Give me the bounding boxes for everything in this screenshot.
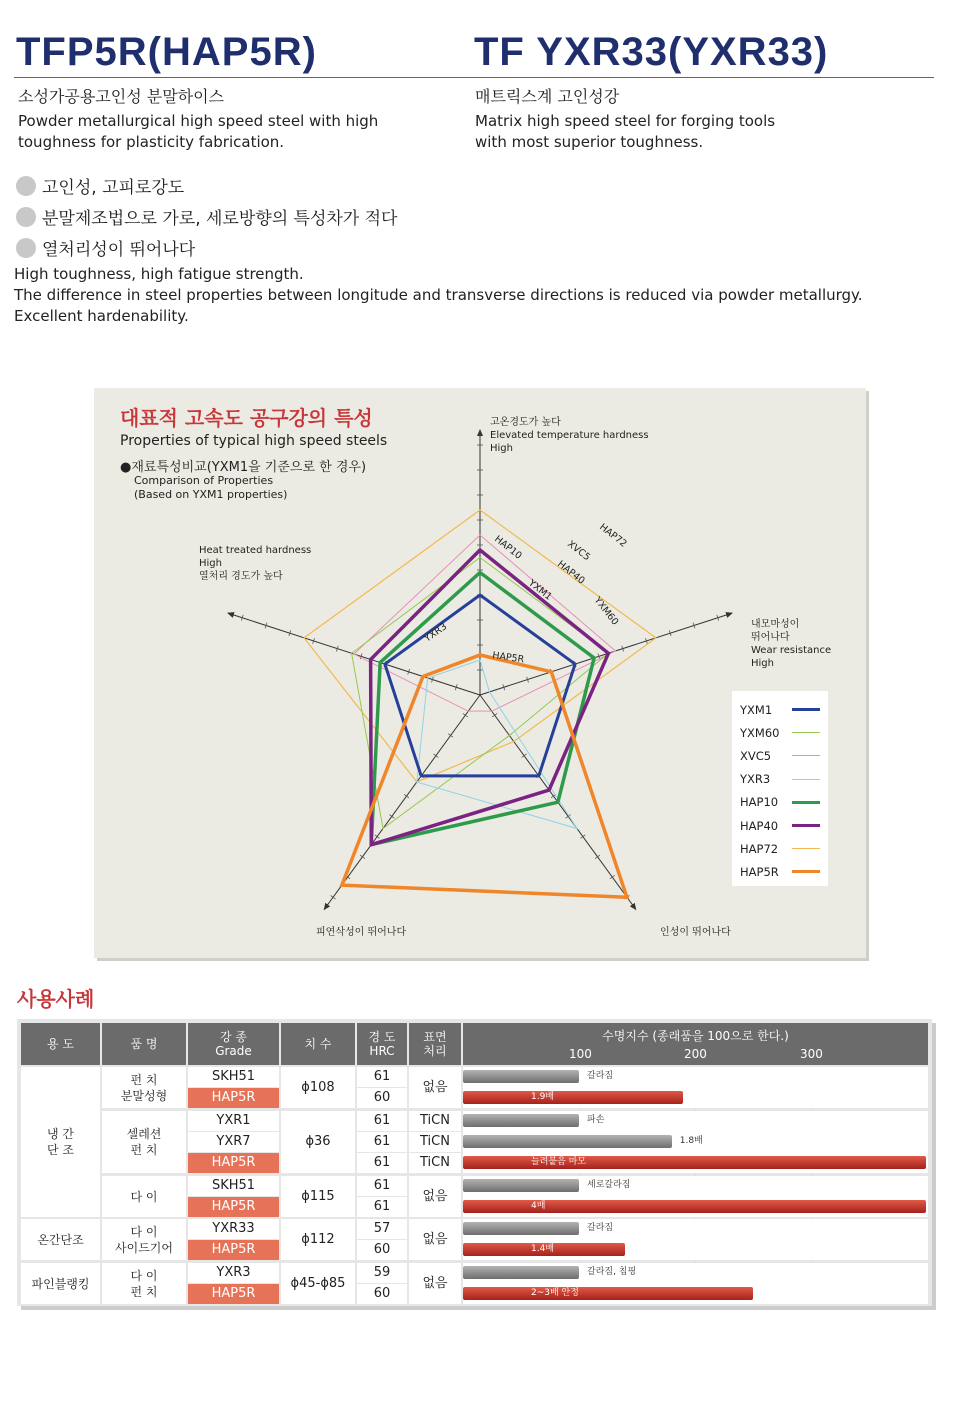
life-bar-note: 갈라짐, 칩핑	[587, 1267, 637, 1277]
cell-line: 분말성형	[120, 1088, 168, 1103]
feature-text: 분말제조법으로 가로, 세로방향의 특성차가 적다	[42, 209, 398, 229]
axis-label-toughness: 인성이 뛰어나다	[660, 927, 731, 938]
header-hardness-ko: 경 도	[368, 1030, 396, 1044]
hrc-value: 57	[357, 1219, 407, 1239]
grade-hap5r: HAP5R	[188, 1153, 279, 1173]
legend-label: HAP10	[740, 795, 779, 810]
header-grade	[188, 1023, 279, 1065]
legend-item	[740, 698, 828, 721]
comparison-line: Comparison of Properties	[134, 474, 274, 487]
right-subtitle-ko: 매트릭스계 고인성강	[475, 87, 620, 106]
feature-text: 열처리성이 뛰어나다	[42, 240, 196, 260]
grade-value: YXR3	[188, 1263, 279, 1283]
axis-label-wear-resistance	[751, 618, 831, 670]
cell-line: 다 이	[130, 1189, 158, 1204]
legend-swatch	[792, 801, 820, 804]
surface-value: 없음	[409, 1176, 461, 1217]
product-name	[102, 1263, 186, 1304]
header-surface-line: 처리	[423, 1044, 447, 1058]
cell-line: 다 이	[130, 1268, 158, 1283]
life-bar-note: 4배	[531, 1201, 546, 1211]
feature-bullet	[16, 201, 397, 232]
radar-axis-tick	[360, 855, 365, 859]
cell-line: 냉 간	[47, 1127, 74, 1141]
legend-label: YXM60	[740, 725, 780, 740]
hrc-value: 60	[357, 1284, 407, 1304]
cell-line: 펀 치	[130, 1143, 158, 1157]
header-product: 품 명	[102, 1023, 186, 1065]
surface-value: TiCN	[409, 1111, 461, 1131]
left-description-en	[18, 111, 378, 153]
bullet-dot-icon	[16, 238, 36, 258]
legend-label: HAP5R	[740, 864, 779, 879]
life-bar-note: 1.8배	[679, 1136, 703, 1146]
hrc-value: 61	[357, 1176, 407, 1196]
life-bar-conventional	[463, 1266, 579, 1279]
radar-axis-tick	[595, 855, 600, 859]
radar-series-label: YXR3	[422, 621, 450, 645]
grade-hap5r: HAP5R	[188, 1284, 279, 1304]
axis-label-line: High	[490, 443, 513, 454]
radar-series-label: YXM1	[526, 577, 554, 603]
header-hardness	[357, 1023, 407, 1065]
header-hardness-en: HRC	[369, 1044, 395, 1058]
grade-value: SKH51	[188, 1176, 279, 1196]
radar-axis-tick	[463, 713, 468, 717]
legend-item	[740, 837, 828, 860]
axis-label-line: High	[199, 558, 222, 569]
left-description-line: Powder metallurgical high speed steel with high	[18, 112, 379, 130]
cell-line: 펀 치	[130, 1072, 158, 1087]
left-subtitle-ko: 소성가공용고인성 분말하이스	[18, 87, 225, 106]
grade-value: YXR33	[188, 1219, 279, 1239]
feature-en-line: High toughness, high fatigue strength.	[14, 265, 304, 283]
legend-swatch	[792, 824, 820, 827]
legend-item	[740, 791, 828, 814]
cell-line: 단 조	[47, 1143, 74, 1157]
chart-title-ko: 대표적 고속도 공구강의 특성	[120, 406, 373, 430]
legend-item	[740, 721, 828, 744]
right-description-line: Matrix high speed steel for forging tools	[475, 112, 776, 130]
size-value: ϕ36	[281, 1111, 355, 1173]
life-bar-conventional	[463, 1114, 579, 1127]
axis-label-line: High	[751, 658, 774, 669]
title-divider	[14, 77, 934, 78]
usage-section-title: 사용사례	[17, 987, 95, 1011]
cell-line: 다 이	[130, 1224, 158, 1239]
legend-item	[740, 768, 828, 791]
surface-value: 없음	[409, 1219, 461, 1260]
scale-label-300: 300	[800, 1047, 823, 1061]
life-bar-conventional	[463, 1222, 579, 1235]
legend-label: YXR3	[740, 772, 771, 787]
hrc-value: 60	[357, 1088, 407, 1108]
legend-item	[740, 744, 828, 767]
header-grade-en: Grade	[215, 1044, 252, 1058]
chart-title-en: Properties of typical high speed steels	[120, 433, 388, 449]
axis-label-line: 고온경도가 높다	[490, 417, 561, 428]
life-bar-note: 늘려붙음 마모	[531, 1157, 587, 1167]
axis-label-line: 뛰어나다	[751, 632, 790, 643]
left-description-line: toughness for plasticity fabrication.	[18, 133, 285, 151]
product-name	[102, 1219, 186, 1260]
right-description-en	[475, 111, 775, 153]
size-value: ϕ112	[281, 1219, 355, 1260]
cell-line: 온간단조	[37, 1232, 84, 1247]
header-surface	[409, 1023, 461, 1065]
life-bar-note: 2~3배 안정	[531, 1288, 579, 1298]
life-bar-note: 갈라짐	[587, 1223, 614, 1233]
life-bar-conventional	[463, 1070, 579, 1083]
legend-label: YXM1	[740, 702, 773, 717]
title-tfp5r: TFP5R(HAP5R)	[16, 30, 317, 74]
hrc-value: 61	[357, 1132, 407, 1152]
scale-label-100: 100	[569, 1047, 592, 1061]
life-bar-note: 갈라짐	[587, 1071, 614, 1081]
radar-axis-tick	[448, 734, 453, 738]
feature-en-line: Excellent hardenability.	[14, 307, 189, 325]
grade-hap5r: HAP5R	[188, 1240, 279, 1260]
hrc-value: 61	[357, 1111, 407, 1131]
usage-category	[21, 1067, 100, 1217]
legend-swatch	[792, 779, 820, 780]
feature-text: 고인성, 고피로강도	[42, 178, 185, 198]
axis-label-line: 내모마성이	[751, 619, 800, 630]
radar-series-label: HAP5R	[491, 650, 525, 666]
axis-label-line: Wear resistance	[751, 645, 832, 656]
radar-series-label: HAP72	[597, 521, 629, 550]
size-value: ϕ45-ϕ85	[281, 1263, 355, 1304]
usage-table	[17, 1019, 932, 1306]
scale-label-200: 200	[684, 1047, 707, 1061]
right-description-line: with most superior toughness.	[475, 133, 704, 151]
life-bar-note: 파손	[587, 1115, 605, 1125]
radar-axis-tick	[522, 754, 527, 758]
cell-line: 파인블랭킹	[31, 1276, 90, 1291]
hrc-value: 60	[357, 1240, 407, 1260]
legend-swatch	[792, 732, 820, 733]
grade-hap5r: HAP5R	[188, 1088, 279, 1108]
legend-label: HAP72	[740, 841, 779, 856]
axis-label-line: Elevated temperature hardness	[490, 430, 649, 441]
life-bar-conventional	[463, 1179, 579, 1192]
radar-axis-tick	[580, 835, 585, 839]
radar-series-label: XVC5	[565, 538, 593, 564]
radar-axis-tick	[404, 794, 409, 798]
product-name	[102, 1111, 186, 1173]
life-bar-hap5r	[463, 1287, 753, 1300]
legend-swatch	[792, 848, 820, 849]
axis-label-grindability: 피연삭성이 뛰어나다	[316, 927, 407, 938]
bullet-dot-icon	[16, 176, 36, 196]
product-name	[102, 1176, 186, 1217]
size-value: ϕ108	[281, 1067, 355, 1108]
legend-swatch	[792, 755, 820, 756]
radar-axis-tick	[375, 835, 380, 839]
surface-value: TiCN	[409, 1153, 461, 1173]
surface-value: 없음	[409, 1067, 461, 1108]
legend-swatch	[792, 870, 820, 873]
radar-series-label: YXM60	[591, 595, 621, 628]
legend-item	[740, 814, 828, 837]
header-size: 치 수	[281, 1023, 355, 1065]
chart-legend	[732, 691, 828, 886]
feature-list-en	[14, 264, 863, 327]
hrc-value: 61	[357, 1067, 407, 1087]
usage-category	[21, 1219, 100, 1260]
comparison-line: (Based on YXM1 properties)	[134, 488, 288, 501]
header-life-index	[463, 1023, 928, 1065]
cell-line: 사이드기어	[115, 1240, 173, 1255]
radar-axis-tick	[389, 815, 394, 819]
legend-label: HAP40	[740, 818, 779, 833]
radar-series-label: HAP40	[555, 558, 587, 587]
header-grade-ko: 강 종	[220, 1030, 247, 1044]
header-surface-line: 표면	[423, 1030, 447, 1044]
axis-label-temp-hardness	[490, 416, 649, 455]
grade-hap5r: HAP5R	[188, 1197, 279, 1217]
axis-label-line: Heat treated hardness	[199, 545, 312, 556]
chart-comparison-ko: ●재료특성비교(YXM1을 기준으로 한 경우)	[120, 460, 367, 475]
axis-label-heat-treated-hardness	[199, 544, 311, 583]
radar-series-label: HAP10	[492, 533, 524, 562]
bullet-dot-icon	[16, 207, 36, 227]
title-yxr33: TF YXR33(YXR33)	[474, 30, 829, 74]
radar-axis-tick	[610, 875, 615, 879]
radar-axis-tick	[492, 713, 497, 717]
header-usage: 용 도	[21, 1023, 100, 1065]
legend-swatch	[792, 708, 820, 711]
life-bar-note: 세로갈라짐	[587, 1180, 631, 1190]
usage-category	[21, 1263, 100, 1304]
feature-en-line: The difference in steel properties between longitude and transverse directions is reduced via powder metallurgy.	[14, 286, 863, 304]
chart-comparison-en	[134, 474, 287, 502]
life-bar-note: 1.4배	[531, 1244, 555, 1254]
axis-label-line: 열처리 경도가 높다	[199, 571, 283, 582]
grade-value: YXR7	[188, 1132, 279, 1152]
hrc-value: 61	[357, 1153, 407, 1173]
legend-label: XVC5	[740, 748, 772, 763]
header-life-title: 수명지수 (종래품을 100으로 한다.)	[602, 1029, 789, 1043]
radar-axis-tick	[433, 754, 438, 758]
cell-line: 펀 치	[130, 1284, 158, 1299]
grade-value: YXR1	[188, 1111, 279, 1131]
life-bar-note: 1.9배	[531, 1092, 555, 1102]
surface-value: 없음	[409, 1263, 461, 1304]
surface-value: TiCN	[409, 1132, 461, 1152]
life-bar-hap5r	[463, 1091, 683, 1104]
hrc-value: 59	[357, 1263, 407, 1283]
feature-bullet	[16, 170, 397, 201]
hrc-value: 61	[357, 1197, 407, 1217]
life-bar-conventional	[463, 1135, 672, 1148]
grade-value: SKH51	[188, 1067, 279, 1087]
legend-item	[740, 860, 828, 883]
size-value: ϕ115	[281, 1176, 355, 1217]
feature-bullet	[16, 232, 397, 263]
cell-line: 셀레션	[126, 1127, 162, 1141]
feature-bullets-ko	[16, 170, 397, 263]
product-name	[102, 1067, 186, 1108]
radar-series-hap40	[371, 550, 609, 845]
radar-axis-tick	[331, 895, 336, 899]
radar-chart-panel	[94, 388, 866, 958]
